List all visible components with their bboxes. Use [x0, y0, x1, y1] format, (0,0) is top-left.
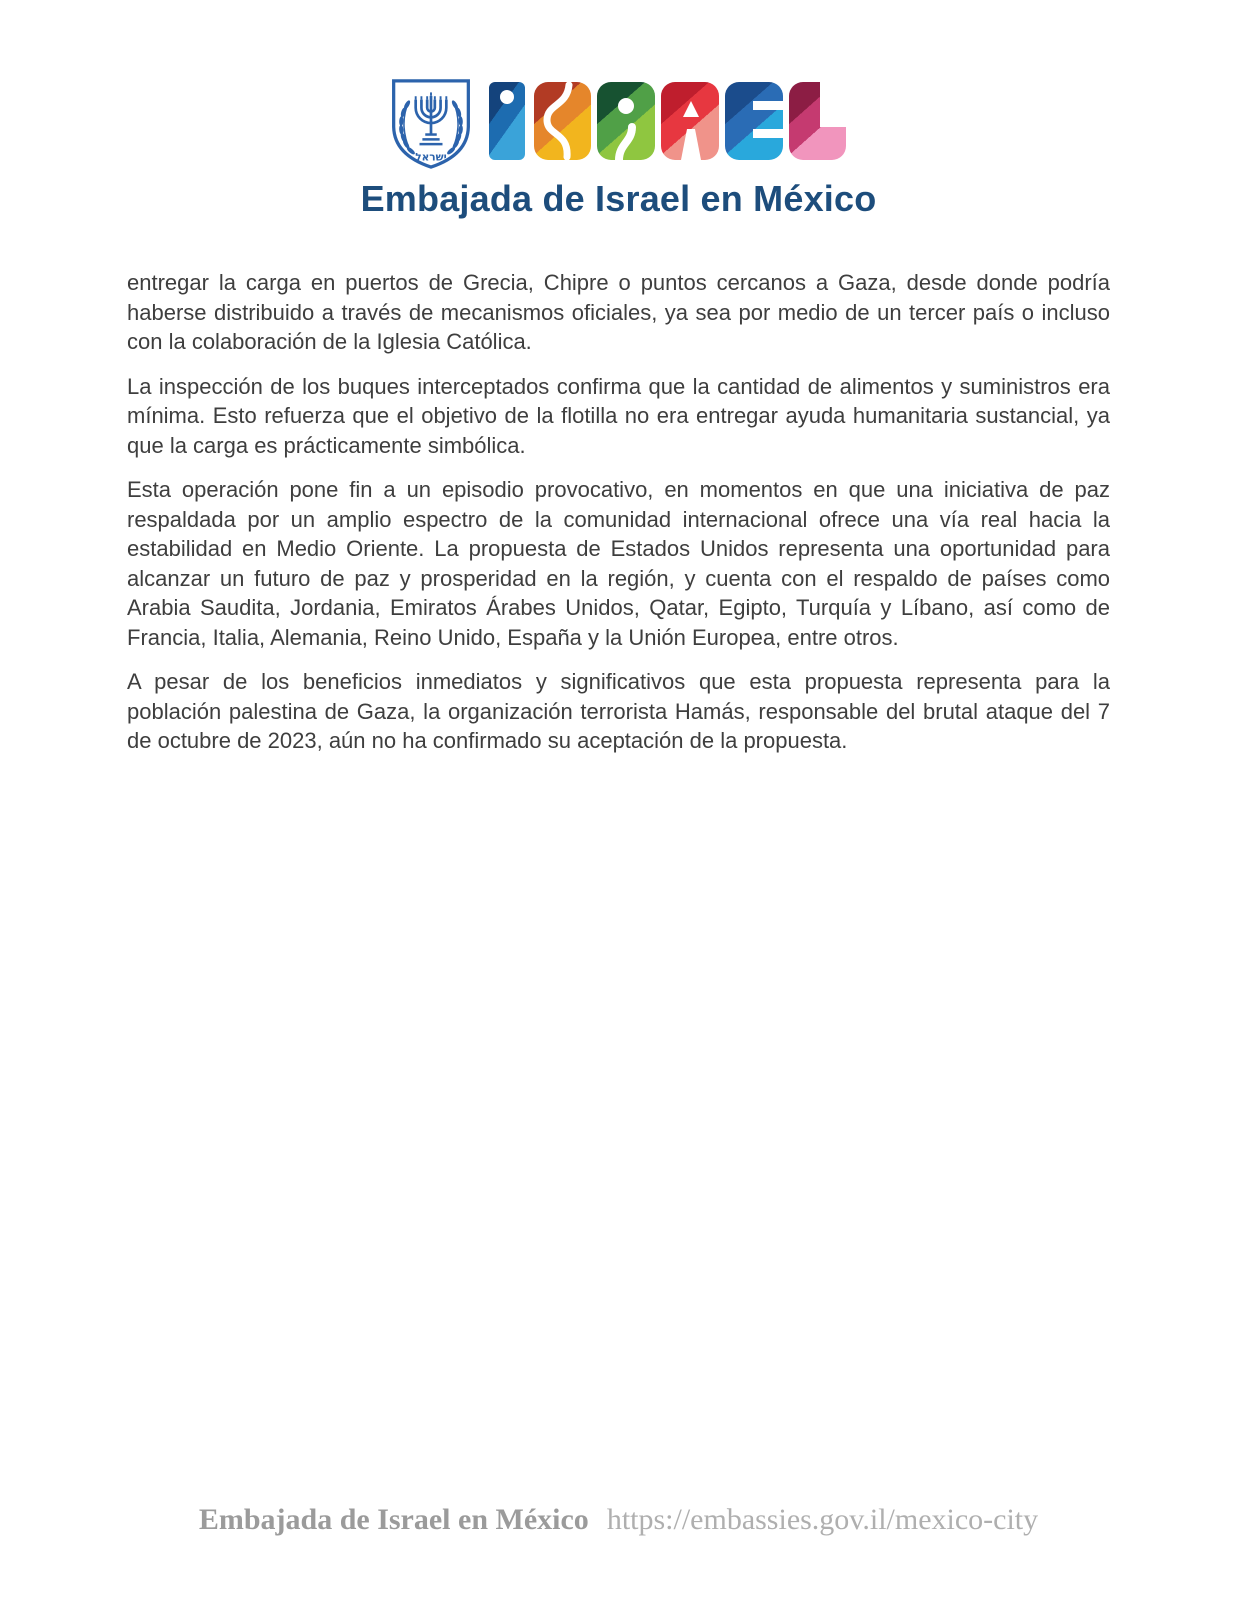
page-footer — [0, 1502, 1237, 1538]
paragraph-1: entregar la carga en puertos de Grecia, Chipre o puntos cercanos a Gaza, desde donde podría haberse distribuido a través de mecanismos oficiales, ya sea por medio de un tercer país o incluso con la colaboración de la Iglesia Católica. — [127, 270, 1110, 354]
israel-logo — [0, 76, 1237, 172]
wordmark-letter-e — [725, 82, 783, 160]
israel-wordmark — [489, 82, 851, 160]
israel-state-emblem-icon — [386, 76, 476, 172]
footer-embassy-name: Embajada de Israel en México — [198, 1503, 589, 1536]
wordmark-letter-s — [534, 82, 591, 160]
paragraph-4: A pesar de los beneficios inmediatos y significativos que esta propuesta representa para la población palestina de Gaza, la organización terrorista Hamás, responsable del brutal ataque del 7 de octubre de 2023, aún no ha confirmado su aceptación de la propuesta. — [127, 669, 1110, 753]
wordmark-letter-r — [597, 82, 655, 160]
wordmark-letter-i — [489, 82, 525, 160]
footer-url: https://embassies.gov.il/mexico-city — [606, 1503, 1039, 1536]
page-header — [0, 76, 1237, 219]
paragraph-2: La inspección de los buques interceptados confirma que la cantidad de alimentos y suministros era mínima. Esto refuerza que el objetivo de la flotilla no era entregar ayuda humanitaria sustancial, ya que la carga es prácticamente simbólica. — [127, 373, 1110, 458]
wordmark-letter-l — [789, 82, 846, 160]
embassy-subtitle: Embajada de Israel en México — [360, 178, 877, 219]
wordmark-letter-a — [661, 82, 719, 160]
paragraph-3: Esta operación pone fin a un episodio provocativo, en momentos en que una iniciativa de paz respaldada por un amplio espectro de la comunidad internacional ofrece una vía real hacia la estabilidad en Medio Oriente. La propuesta de Estados Unidos representa una oportunidad para alcanzar un futuro de paz y prosperidad en la región, y cuenta con el respaldo de países como Arabia Saudita, Jordania, Emiratos Árabes Unidos, Qatar, Egipto, Turquía y Líbano, así como de Francia, Italia, Alemania, Reino Unido, España y la Unión Europea, entre otros. — [127, 477, 1110, 650]
document-body — [127, 268, 1110, 771]
emblem-hebrew-label: ישראל — [415, 151, 447, 164]
